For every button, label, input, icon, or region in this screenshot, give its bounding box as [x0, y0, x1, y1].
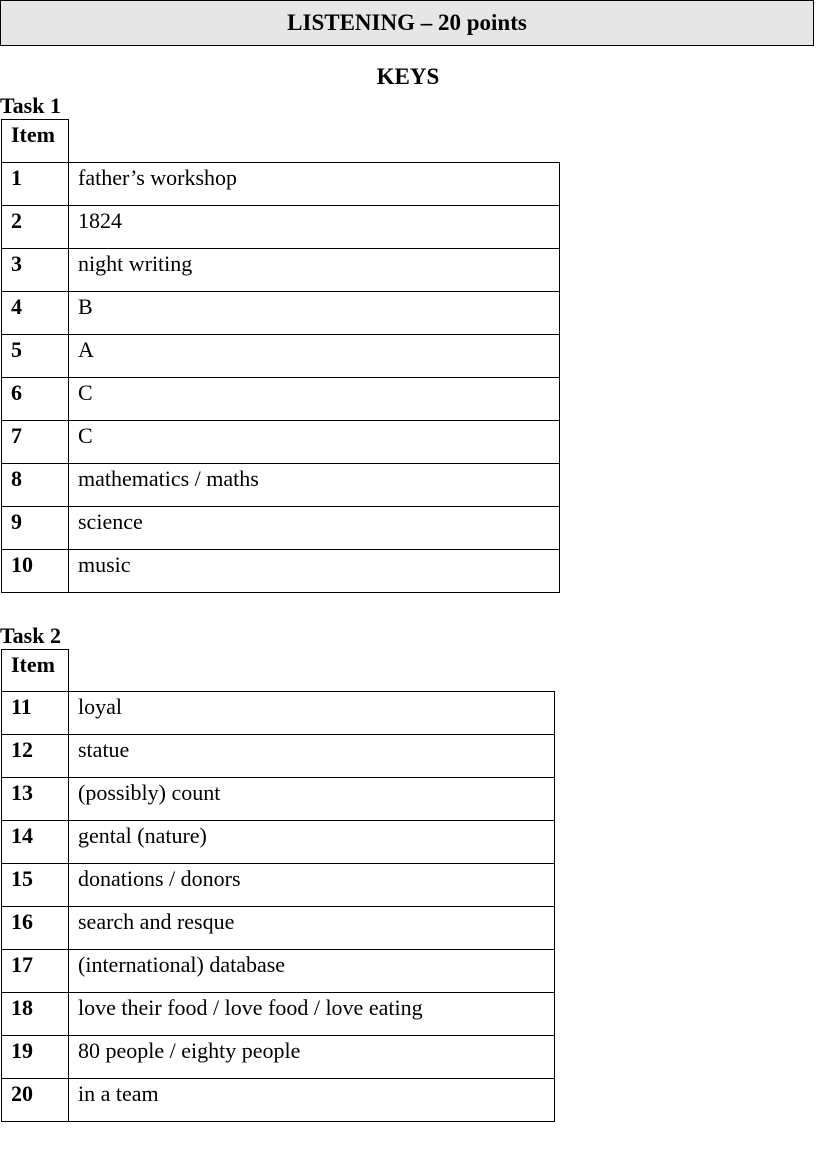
task2-item-header: Item: [1, 649, 69, 693]
task1-label: Task 1: [0, 93, 61, 118]
answer-cell: (possibly) count: [69, 778, 555, 821]
answer-cell: night writing: [69, 249, 560, 292]
table-row: [2, 421, 560, 464]
item-number: 9: [2, 507, 69, 550]
table-row: [2, 163, 560, 206]
table-row: [2, 507, 560, 550]
item-number: 10: [2, 550, 69, 593]
item-number: 13: [2, 778, 69, 821]
table-row: [2, 1036, 555, 1079]
section-title: LISTENING – 20 points: [287, 10, 527, 35]
answer-cell: in a team: [69, 1079, 555, 1122]
table-row: [2, 907, 555, 950]
table-row: [2, 1079, 555, 1122]
task1-item-header: Item: [1, 119, 69, 163]
item-number: 15: [2, 864, 69, 907]
item-number: 14: [2, 821, 69, 864]
item-number: 19: [2, 1036, 69, 1079]
table-row: [2, 335, 560, 378]
item-number: 18: [2, 993, 69, 1036]
answer-cell: C: [69, 378, 560, 421]
table-row: [2, 778, 555, 821]
answer-cell: music: [69, 550, 560, 593]
answer-cell: C: [69, 421, 560, 464]
table-row: [2, 692, 555, 735]
answer-cell: father’s workshop: [69, 163, 560, 206]
table-row: [2, 550, 560, 593]
table-row: [2, 950, 555, 993]
answer-cell: search and resque: [69, 907, 555, 950]
item-number: 4: [2, 292, 69, 335]
answer-cell: (international) database: [69, 950, 555, 993]
item-number: 20: [2, 1079, 69, 1122]
item-number: 17: [2, 950, 69, 993]
section-header: [0, 0, 814, 46]
table-row: [2, 735, 555, 778]
table-row: [2, 206, 560, 249]
answer-cell: love their food / love food / love eating: [69, 993, 555, 1036]
table-row: [2, 249, 560, 292]
item-number: 3: [2, 249, 69, 292]
answer-cell: A: [69, 335, 560, 378]
answer-cell: mathematics / maths: [69, 464, 560, 507]
answer-cell: donations / donors: [69, 864, 555, 907]
table-row: [2, 464, 560, 507]
item-number: 7: [2, 421, 69, 464]
table-row: [2, 378, 560, 421]
task1-answer-table: [1, 162, 560, 593]
item-number: 8: [2, 464, 69, 507]
task2-answer-table: [1, 691, 555, 1122]
item-number: 1: [2, 163, 69, 206]
keys-title: KEYS: [376, 64, 440, 89]
table-row: [2, 864, 555, 907]
answer-cell: loyal: [69, 692, 555, 735]
answer-cell: 80 people / eighty people: [69, 1036, 555, 1079]
item-number: 16: [2, 907, 69, 950]
item-number: 6: [2, 378, 69, 421]
table-row: [2, 292, 560, 335]
answer-cell: science: [69, 507, 560, 550]
task2-label: Task 2: [0, 623, 61, 648]
answer-cell: B: [69, 292, 560, 335]
item-number: 11: [2, 692, 69, 735]
answer-cell: statue: [69, 735, 555, 778]
answer-cell: 1824: [69, 206, 560, 249]
table-row: [2, 821, 555, 864]
item-number: 12: [2, 735, 69, 778]
item-number: 5: [2, 335, 69, 378]
table-row: [2, 993, 555, 1036]
item-number: 2: [2, 206, 69, 249]
answer-cell: gental (nature): [69, 821, 555, 864]
